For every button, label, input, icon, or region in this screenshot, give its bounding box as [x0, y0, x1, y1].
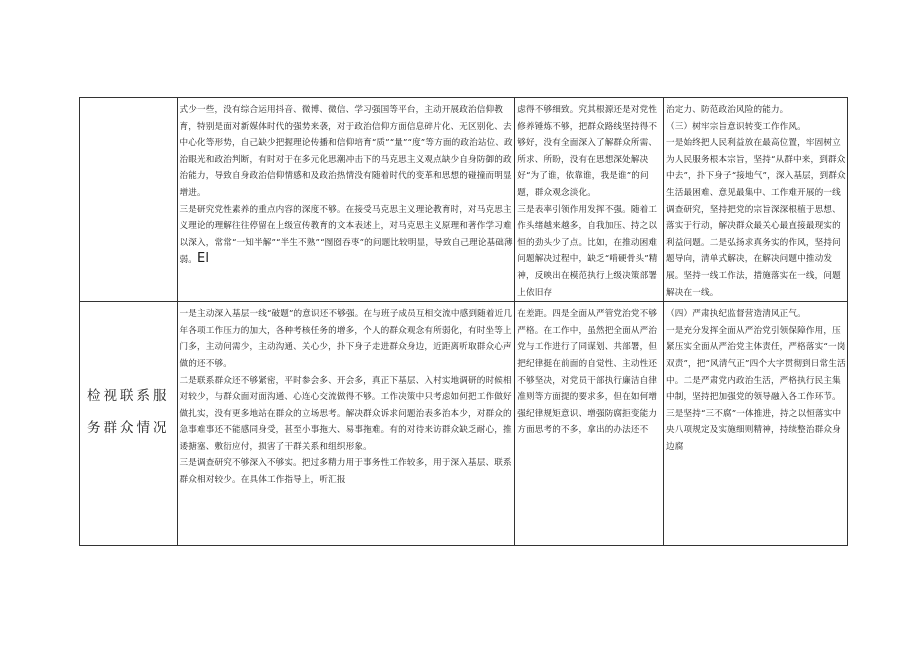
problem-cell: [177, 98, 515, 302]
row-label-cell: [80, 302, 178, 546]
section-heading: （三）树牢宗旨意识转变工作作风。: [666, 121, 806, 132]
paragraph: [180, 202, 514, 269]
paragraph: 治定力、防范政治风险的能力。: [666, 105, 789, 115]
measure-cell: [664, 98, 848, 302]
paragraph: 一是始终把人民利益放在最高位置，牢固树立为人民服务根本宗旨，坚持“从群中来，到群众中去”，扑下身子“接地气”，深入基层，到群众生活最困难、意见最集中、工作难开展的一线调查研究，坚持把党的宗旨深深根植于思想、落实于行动，解决群众最关心最直接最现实的利益问题。二是弘扬求真务实的作风，坚持问题导向，清单式解决，在解决问题中推动发展。坚持一线工作法，措施落实在一线，问题解决在一线。: [666, 138, 846, 298]
paragraph: 三是表率引领作用发挥不强。随着工作头绪越来越多，自我加压、持之以恒的劲头少了点。比如，在推动困难问题解决过程中，缺乏“啃硬骨头”精神，反映出在模范执行上级决策部署上依旧存: [517, 204, 658, 298]
paragraph-text: 三是研究党性素养的重点内容的深度不够。在接受马克思主义理论教育时，对马克思主义理论的理解往往停留在上级宣传教育的文本表述上，对马克思主义原理和著作学习难以深入，常常“一知半解”“半生不熟”“囫囵吞枣”的问题比较明显，导致自己理论基础薄弱。: [179, 204, 513, 266]
cause-cell: [515, 302, 664, 546]
paragraph: 三是调查研究不够深入不够实。把过多精力用于事务性工作较多，用于深入基层、联系群众相对较少。在具体工作指导上，听汇报: [179, 458, 512, 486]
table-row: [80, 302, 848, 546]
row-label-cell-empty: [80, 98, 178, 302]
paragraph: 虑得不够细致。究其根源还是对党性修养锤炼不够，把群众路线坚持得不够好，没有全面深入了解群众所需、所求、所盼，没有在思想深处解决好“为了谁，依靠谁，我是谁”的问题，群众观念淡化。: [517, 105, 658, 198]
paragraph: 式少一些，没有综合运用抖音、微博、微信、学习强国等平台，主动开展政治信仰教育，特别是面对新媒体时代的强势来袭，对于政治信仰方面信息碎片化、无区别化、去中心化等形势，自己缺少把握理论传播和信仰培育“质”“量”“度”等方面的政治站位、政治眼光和政治判断，有时对于在多元化思潮冲击下的马克思主义观点缺少自身防御的政治能力，导致自身政治信仰情感和及政治热情没有随着时代的变革和思想的碰撞而明显增进。: [179, 105, 513, 198]
row-label: 检视联系服务群众情况: [87, 388, 170, 437]
paragraph: 一是充分发挥全面从严治党引领保障作用，压紧压实全面从严治党主体责任，严格落实“一岗双责”，把“风清气正”四个大字贯彻到日常生活中。二是严肃党内政治生活，严格执行民主集中制，坚持把加强党的领导融入各工作环节。三是坚持“三不腐”一体推进，持之以恒落实中央八项规定及实施细则精神，持续整治群众身边腐: [666, 325, 846, 452]
section-heading: （四）严肃执纪监督营造清风正气。: [666, 309, 806, 320]
review-table: [79, 97, 848, 546]
stray-text: El: [197, 251, 210, 267]
measure-cell: [664, 302, 848, 546]
table-row: [80, 98, 848, 302]
paragraph: 二是联系群众还不够紧密，平时参会多、开会多，真正下基层、入村实地调研的时候相对较少，与群众面对面沟通、心连心交流做得不够。工作决策中只考虑如何把工作做好做扎实，没有更多地站在群众的立场思考。解决群众诉求问题治表多治本少，对群众的急事难事还不能感同身受，甚至小事拖大、易事拖难。有的对待来访群众缺乏耐心，推诿搪塞、敷衍应付，损害了干群关系和组织形象。: [179, 375, 512, 452]
paragraph: 一是主动深入基层一线“破题”的意识还不够强。在与班子成员互相交流中感到随着近几年各项工作压力的加大，各种考核任务的增多，个人的群众观念有所弱化，有时坐等上门多，主动问需少，主动沟通、关心少，扑下身子走进群众身边，近距离听取群众心声做的还不够。: [179, 309, 513, 369]
problem-cell: [177, 302, 515, 546]
cause-cell: [515, 98, 664, 302]
paragraph: 在差距。四是全面从严管党治党不够严格。在工作中，虽然把全面从严治党与工作进行了同谋划、共部署，但把纪律挺在前面的自觉性、主动性还不够坚决，对党员干部执行廉洁自律准则等方面提的要求多，但在如何增强纪律规矩意识、增强防腐拒变能力方面思考的不多，拿出的办法还不: [517, 309, 658, 436]
